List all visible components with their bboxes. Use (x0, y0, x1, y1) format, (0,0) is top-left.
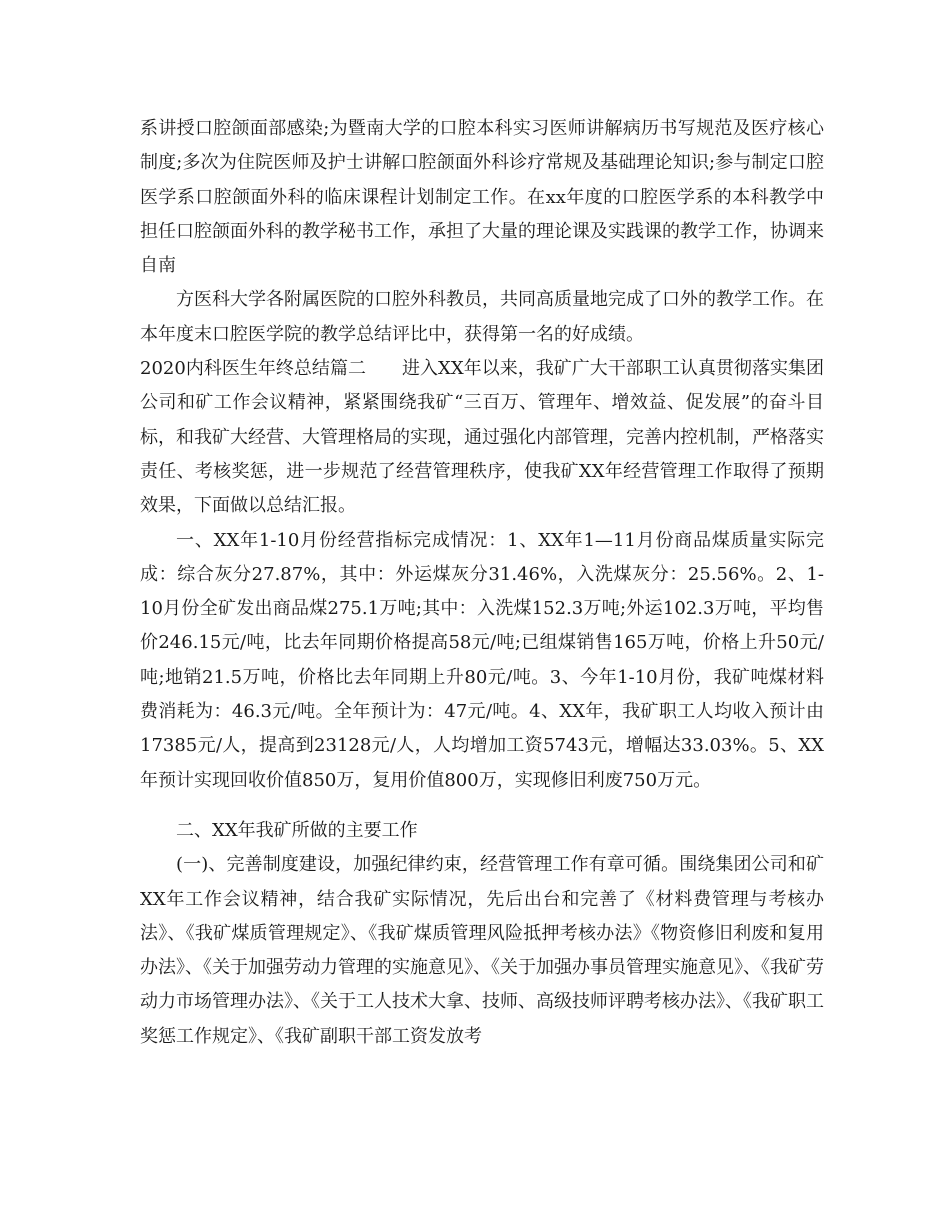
document-body (140, 112, 824, 1054)
paragraph-3: 2020内科医生年终总结篇二 进入XX年以来，我矿广大干部职工认真贯彻落实集团公司和矿工作会议精神，紧紧围绕我矿“三百万、管理年、增效益、促发展”的奋斗目标，和我矿大经营、大管理格局的实现，通过强化内部管理，完善内控机制，严格落实责任、考核奖惩，进一步规范了经营管理秩序，使我矿XX年经营管理工作取得了预期效果，下面做以总结汇报。 (140, 358, 824, 517)
paragraph-2: 方医科大学各附属医院的口腔外科教员，共同高质量地完成了口外的教学工作。在本年度末口腔医学院的教学总结评比中，获得第一名的好成绩。 (140, 289, 824, 345)
paragraph-6: (一)、完善制度建设，加强纪律约束，经营管理工作有章可循。围绕集团公司和矿XX年工作会议精神，结合我矿实际情况，先后出台和完善了《材料费管理与考核办法》、《我矿煤质管理规定》、《我矿煤质管理风险抵押考核办法》《物资修旧利废和复用办法》、《关于加强劳动力管理的实施意见》、《关于加强办事员管理实施意见》、《我矿劳动力市场管理办法》、《关于工人技术大拿、技师、高级技师评聘考核办法》、《我矿职工奖惩工作规定》、《我矿副职干部工资发放考 (140, 854, 824, 1047)
section-heading: 二、XX年我矿所做的主要工作 (176, 819, 418, 841)
paragraph-1: 系讲授口腔颌面部感染;为暨南大学的口腔本科实习医师讲解病历书写规范及医疗核心制度;多次为住院医师及护士讲解口腔颌面外科诊疗常规及基础理论知识;参与制定口腔医学系口腔颌面外科的临床课程计划制定工作。在xx年度的口腔医学系的本科教学中担任口腔颌面外科的教学秘书工作，承担了大量的理论课及实践课的教学工作，协调来自南 (140, 118, 824, 277)
paragraph-4: 一、XX年1-10月份经营指标完成情况：1、XX年1—11月份商品煤质量实际完成：综合灰分27.87%，其中：外运煤灰分31.46%，入洗煤灰分：25.56%。2、1-10月份全矿发出商品煤275.1万吨;其中：入洗煤152.3万吨;外运102.3万吨，平均售价246.15元/吨，比去年同期价格提高58元/吨;已组煤销售165万吨，价格上升50元/吨;地销21.5万吨，价格比去年同期上升80元/吨。3、今年1-10月份，我矿吨煤材料费消耗为：46.3元/吨。全年预计为：47元/吨。4、XX年，我矿职工人均收入预计由17385元/人，提高到23128元/人，人均增加工资5743元，增幅达33.03%。5、XX年预计实现回收价值850万，复用价值800万，实现修旧利废750万元。 (140, 529, 824, 791)
